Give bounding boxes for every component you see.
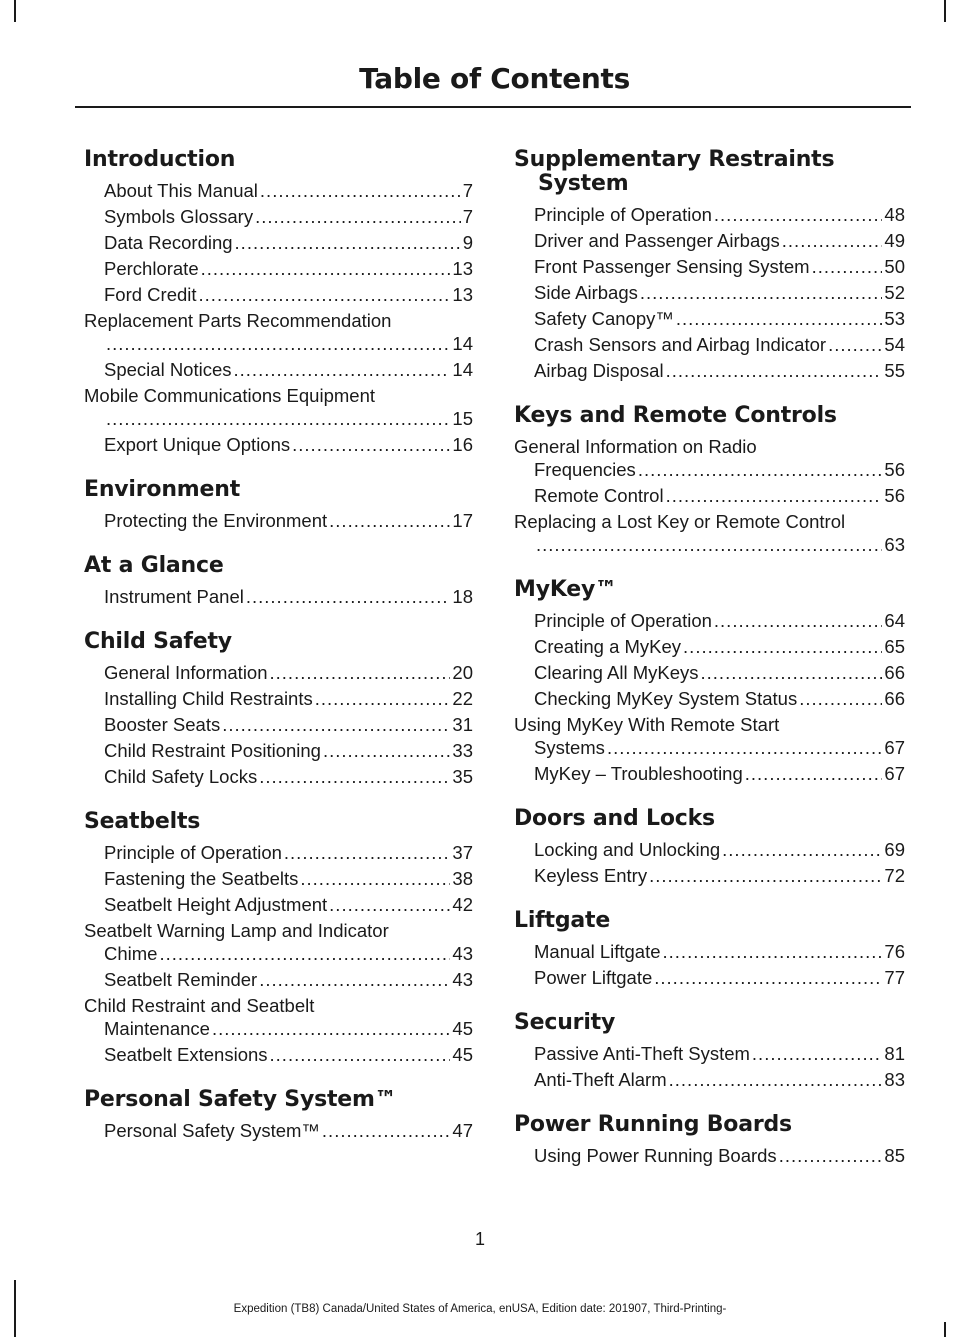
section-title: Security	[514, 1010, 616, 1035]
toc-entry[interactable]	[514, 661, 905, 684]
page-ref: 66	[884, 662, 905, 683]
toc-entry-text: Driver and Passenger Airbags	[534, 230, 780, 251]
dot-leader	[669, 1068, 883, 1091]
page-ref: 56	[884, 459, 905, 480]
toc-entry-text: Seatbelt Extensions	[104, 1044, 268, 1065]
page-ref: 54	[884, 334, 905, 355]
toc-section	[84, 1088, 473, 1142]
toc-entry[interactable]	[514, 203, 905, 226]
toc-entry-text: Principle of Operation	[534, 610, 712, 631]
dot-leader	[654, 966, 882, 989]
toc-entry-text: Locking and Unlocking	[534, 839, 721, 860]
toc-entry-line	[104, 1017, 473, 1040]
toc-entry[interactable]	[84, 765, 473, 788]
toc-entry-text: Principle of Operation	[534, 204, 712, 225]
dot-leader	[235, 231, 461, 254]
toc-entry-leader-line	[104, 407, 473, 430]
toc-section	[84, 478, 473, 532]
toc-entry[interactable]	[514, 687, 905, 710]
dot-leader	[745, 762, 883, 785]
dot-leader	[159, 942, 450, 965]
section-title: Keys and Remote Controls	[514, 403, 837, 428]
page-ref: 50	[884, 256, 905, 277]
dot-leader	[222, 713, 450, 736]
toc-entry-text: Child Safety Locks	[104, 766, 258, 787]
dot-leader	[663, 940, 883, 963]
crop-mark-bottom-right	[944, 1322, 946, 1337]
toc-entry-leader-line	[534, 533, 905, 556]
toc-entry[interactable]	[84, 309, 473, 355]
dot-leader	[259, 968, 450, 991]
toc-entry-line	[534, 203, 905, 226]
page-ref: 45	[452, 1044, 473, 1065]
toc-section	[514, 578, 905, 785]
toc-entry[interactable]	[84, 994, 473, 1040]
toc-entry-line	[104, 661, 473, 684]
toc-entry-line	[104, 968, 473, 991]
toc-entry-line	[534, 762, 905, 785]
dot-leader	[676, 307, 883, 330]
toc-entry-text: Fastening the Seatbelts	[104, 868, 299, 889]
toc-entry-text-first-line: General Information on Radio	[514, 436, 757, 457]
dot-leader	[714, 609, 883, 632]
toc-section	[514, 1113, 905, 1167]
toc-entry[interactable]	[514, 333, 905, 356]
page-ref: 13	[452, 284, 473, 305]
page-ref: 31	[452, 714, 473, 735]
toc-entry-text: Clearing All MyKeys	[534, 662, 699, 683]
page-ref: 38	[452, 868, 473, 889]
toc-entry-line	[534, 864, 905, 887]
page-ref: 83	[884, 1069, 905, 1090]
toc-entry-text: Creating a MyKey	[534, 636, 682, 657]
dot-leader	[270, 1043, 451, 1066]
section-title: Liftgate	[514, 908, 611, 933]
toc-entry-line	[534, 1068, 905, 1091]
toc-entry-text: Side Airbags	[534, 282, 638, 303]
toc-entry[interactable]	[84, 231, 473, 254]
section-title: Supplementary Restraints System	[514, 147, 835, 196]
page-ref: 47	[452, 1120, 473, 1141]
dot-leader	[828, 333, 882, 356]
toc-entry[interactable]	[514, 1068, 905, 1091]
dot-leader	[246, 585, 451, 608]
dot-leader	[201, 257, 451, 280]
page-title: Table of Contents	[359, 62, 630, 95]
toc-entry-text: Manual Liftgate	[534, 941, 661, 962]
toc-entry-line	[534, 838, 905, 861]
toc-entry-line	[534, 333, 905, 356]
toc-entry[interactable]	[84, 867, 473, 890]
toc-entry-line	[534, 484, 905, 507]
dot-leader	[812, 255, 883, 278]
dot-leader	[322, 1119, 451, 1142]
toc-entry-line	[534, 281, 905, 304]
page-ref: 85	[884, 1145, 905, 1166]
toc-entry-text: Airbag Disposal	[534, 360, 664, 381]
dot-leader	[779, 1144, 883, 1167]
toc-entry-text-first-line: Seatbelt Warning Lamp and Indicator	[84, 920, 389, 941]
toc-entry[interactable]	[514, 255, 905, 278]
toc-entry-text: Keyless Entry	[534, 865, 648, 886]
toc-entry[interactable]	[514, 635, 905, 658]
page-ref: 77	[884, 967, 905, 988]
toc-entry-text-first-line: Using MyKey With Remote Start	[514, 714, 780, 735]
dot-leader	[701, 661, 883, 684]
toc-entry[interactable]	[84, 687, 473, 710]
page-ref: 45	[452, 1018, 473, 1039]
toc-entry[interactable]	[514, 307, 905, 330]
page-ref: 43	[452, 943, 473, 964]
toc-entry-line	[534, 966, 905, 989]
toc-entry-text: Seatbelt Reminder	[104, 969, 258, 990]
page-ref: 22	[452, 688, 473, 709]
toc-entry[interactable]	[84, 661, 473, 684]
dot-leader	[536, 533, 882, 556]
toc-section	[514, 1011, 905, 1091]
section-title: Seatbelts	[84, 809, 201, 834]
toc-entry-line	[534, 635, 905, 658]
toc-section	[84, 554, 473, 608]
section-title: Introduction	[84, 147, 236, 172]
toc-entry-line	[104, 942, 473, 965]
page-ref: 76	[884, 941, 905, 962]
toc-entry[interactable]	[84, 358, 473, 381]
toc-entry[interactable]	[84, 841, 473, 864]
toc-entry[interactable]	[514, 229, 905, 252]
crop-mark-top-left	[14, 0, 16, 22]
dot-leader	[666, 484, 883, 507]
toc-section	[84, 810, 473, 1066]
toc-entry-line	[104, 257, 473, 280]
toc-entry-line	[104, 585, 473, 608]
dot-leader	[106, 332, 450, 355]
page-ref: 42	[452, 894, 473, 915]
page-ref: 64	[884, 610, 905, 631]
toc-entry-line	[104, 205, 473, 228]
toc-entry-text: Power Liftgate	[534, 967, 653, 988]
toc-entry-line	[104, 739, 473, 762]
toc-entry-text: Installing Child Restraints	[104, 688, 313, 709]
page-ref: 7	[462, 180, 473, 201]
toc-entry-line	[104, 1043, 473, 1066]
page-ref: 14	[452, 359, 473, 380]
toc-entry-text: Mobile Communications Equipment	[84, 385, 375, 406]
toc-entry[interactable]	[84, 257, 473, 280]
page-number: 1	[474, 1229, 485, 1249]
toc-entry-line	[104, 433, 473, 456]
dot-leader	[292, 433, 450, 456]
dot-leader	[199, 283, 451, 306]
toc-entry[interactable]	[514, 484, 905, 507]
section-title: Child Safety	[84, 629, 232, 654]
toc-entry-line	[534, 229, 905, 252]
toc-entry-line	[104, 867, 473, 890]
dot-leader	[683, 635, 882, 658]
page-ref: 35	[452, 766, 473, 787]
page-ref: 66	[884, 688, 905, 709]
toc-entry-text: Perchlorate	[104, 258, 199, 279]
toc-entry[interactable]	[514, 435, 905, 481]
toc-entry-text: Front Passenger Sensing System	[534, 256, 810, 277]
toc-entry-text: Maintenance	[104, 1018, 210, 1039]
dot-leader	[752, 1042, 883, 1065]
page-ref: 63	[884, 534, 905, 555]
page-ref: 52	[884, 282, 905, 303]
toc-entry-line	[104, 358, 473, 381]
dot-leader	[714, 203, 883, 226]
page-ref: 81	[884, 1043, 905, 1064]
crop-mark-top-right	[944, 0, 946, 22]
toc-entry[interactable]	[514, 713, 905, 759]
dot-leader	[323, 739, 450, 762]
dot-leader	[106, 407, 450, 430]
toc-entry-line	[104, 1119, 473, 1142]
dot-leader	[799, 687, 882, 710]
toc-entry-text: About This Manual	[104, 180, 258, 201]
toc-entry[interactable]	[84, 1119, 473, 1142]
toc-section	[514, 148, 905, 382]
section-title: Doors and Locks	[514, 806, 715, 831]
page-ref: 37	[452, 842, 473, 863]
toc-entry-text: Instrument Panel	[104, 586, 244, 607]
toc-entry-line	[104, 509, 473, 532]
toc-entry-line	[534, 940, 905, 963]
page-ref: 65	[884, 636, 905, 657]
page-ref: 43	[452, 969, 473, 990]
page-ref: 33	[452, 740, 473, 761]
toc-entry-text: Crash Sensors and Airbag Indicator	[534, 334, 827, 355]
dot-leader	[284, 841, 451, 864]
toc-entry[interactable]	[84, 384, 473, 430]
toc-entry-text: Ford Credit	[104, 284, 197, 305]
toc-entry[interactable]	[514, 359, 905, 382]
toc-entry[interactable]	[84, 968, 473, 991]
toc-entry-line	[104, 283, 473, 306]
toc-entry-line	[534, 687, 905, 710]
footer-text: Expedition (TB8) Canada/United States of America, enUSA, Edition date: 201907, Third-Printing-	[233, 1303, 727, 1315]
toc-section	[514, 807, 905, 887]
page-ref: 15	[452, 408, 473, 429]
toc-entry-text: Data Recording	[104, 232, 233, 253]
dot-leader	[212, 1017, 450, 1040]
toc-entry-text: Anti-Theft Alarm	[534, 1069, 667, 1090]
toc-entry[interactable]	[514, 1144, 905, 1167]
toc-entry-line	[534, 307, 905, 330]
dot-leader	[260, 179, 461, 202]
toc-entry[interactable]	[84, 893, 473, 916]
toc-column-left	[84, 148, 473, 1164]
dot-leader	[607, 736, 882, 759]
toc-entry[interactable]	[84, 433, 473, 456]
toc-entry-line	[534, 736, 905, 759]
toc-entry-line	[104, 841, 473, 864]
toc-entry-leader-line	[104, 332, 473, 355]
toc-entry[interactable]	[84, 509, 473, 532]
toc-entry-text: Frequencies	[534, 459, 636, 480]
toc-entry[interactable]	[84, 205, 473, 228]
section-title: Personal Safety System™	[84, 1087, 397, 1112]
section-title: At a Glance	[84, 553, 224, 578]
toc-section	[84, 630, 473, 788]
header-rule	[75, 106, 911, 108]
section-title: Environment	[84, 477, 241, 502]
toc-entry-line	[534, 1042, 905, 1065]
toc-entry[interactable]	[84, 585, 473, 608]
toc-entry-text: Safety Canopy™	[534, 308, 674, 329]
dot-leader	[259, 765, 450, 788]
toc-entry[interactable]	[84, 919, 473, 965]
page-ref: 72	[884, 865, 905, 886]
page-ref: 17	[452, 510, 473, 531]
dot-leader	[638, 458, 883, 481]
toc-entry-text: Systems	[534, 737, 605, 758]
toc-entry-text: Replacing a Lost Key or Remote Control	[514, 511, 846, 532]
section-title: MyKey™	[514, 577, 617, 602]
toc-entry-text: MyKey – Troubleshooting	[534, 763, 743, 784]
toc-entry[interactable]	[514, 864, 905, 887]
toc-entry-line	[104, 231, 473, 254]
toc-entry-text: General Information	[104, 662, 268, 683]
dot-leader	[666, 359, 883, 382]
section-title: Power Running Boards	[514, 1112, 792, 1137]
toc-entry-text: Special Notices	[104, 359, 232, 380]
page-ref: 69	[884, 839, 905, 860]
toc-entry-text: Using Power Running Boards	[534, 1145, 777, 1166]
toc-entry[interactable]	[84, 179, 473, 202]
toc-entry-text: Protecting the Environment	[104, 510, 328, 531]
page-ref: 16	[452, 434, 473, 455]
toc-entry-text: Passive Anti-Theft System	[534, 1043, 750, 1064]
toc-entry[interactable]	[514, 1042, 905, 1065]
toc-entry-line	[534, 661, 905, 684]
toc-section	[84, 148, 473, 456]
toc-entry-line	[534, 458, 905, 481]
toc-entry[interactable]	[514, 940, 905, 963]
page-ref: 55	[884, 360, 905, 381]
dot-leader	[234, 358, 451, 381]
dot-leader	[300, 867, 450, 890]
toc-entry-line	[104, 179, 473, 202]
toc-entry-line	[534, 609, 905, 632]
toc-entry-text: Personal Safety System™	[104, 1120, 320, 1141]
toc-section	[514, 404, 905, 556]
toc-entry[interactable]	[514, 281, 905, 304]
dot-leader	[255, 205, 461, 228]
toc-entry-text: Principle of Operation	[104, 842, 282, 863]
toc-entry-line	[534, 1144, 905, 1167]
page-ref: 20	[452, 662, 473, 683]
toc-entry[interactable]	[84, 739, 473, 762]
toc-entry-text: Remote Control	[534, 485, 664, 506]
toc-entry[interactable]	[84, 283, 473, 306]
toc-entry[interactable]	[84, 1043, 473, 1066]
dot-leader	[329, 509, 450, 532]
toc-entry-line	[104, 893, 473, 916]
toc-entry-text: Replacement Parts Recommendation	[84, 310, 392, 331]
page-ref: 49	[884, 230, 905, 251]
page-ref: 48	[884, 204, 905, 225]
dot-leader	[722, 838, 882, 861]
toc-entry[interactable]	[514, 966, 905, 989]
page-ref: 67	[884, 763, 905, 784]
toc-entry-line	[534, 359, 905, 382]
toc-entry-text: Chime	[104, 943, 158, 964]
toc-section	[514, 909, 905, 989]
page-ref: 18	[452, 586, 473, 607]
toc-entry-text: Export Unique Options	[104, 434, 291, 455]
page-ref: 14	[452, 333, 473, 354]
page-ref: 13	[452, 258, 473, 279]
toc-column-right	[514, 148, 905, 1189]
dot-leader	[270, 661, 451, 684]
toc-entry-text: Booster Seats	[104, 714, 221, 735]
dot-leader	[329, 893, 450, 916]
page-ref: 53	[884, 308, 905, 329]
dot-leader	[640, 281, 883, 304]
toc-entry[interactable]	[514, 762, 905, 785]
page-ref: 9	[462, 232, 473, 253]
toc-entry-text-first-line: Child Restraint and Seatbelt	[84, 995, 315, 1016]
toc-entry-text: Seatbelt Height Adjustment	[104, 894, 328, 915]
toc-entry[interactable]	[514, 609, 905, 632]
page-ref: 67	[884, 737, 905, 758]
toc-entry-line	[104, 765, 473, 788]
toc-entry-text: Child Restraint Positioning	[104, 740, 321, 761]
toc-entry[interactable]	[514, 838, 905, 861]
toc-entry-text: Checking MyKey System Status	[534, 688, 798, 709]
toc-entry[interactable]	[514, 510, 905, 556]
dot-leader	[782, 229, 883, 252]
page-ref: 56	[884, 485, 905, 506]
toc-entry-text: Symbols Glossary	[104, 206, 254, 227]
page-ref: 7	[462, 206, 473, 227]
toc-entry[interactable]	[84, 713, 473, 736]
dot-leader	[315, 687, 451, 710]
toc-entry-line	[104, 713, 473, 736]
toc-entry-line	[534, 255, 905, 278]
dot-leader	[649, 864, 882, 887]
toc-entry-line	[104, 687, 473, 710]
